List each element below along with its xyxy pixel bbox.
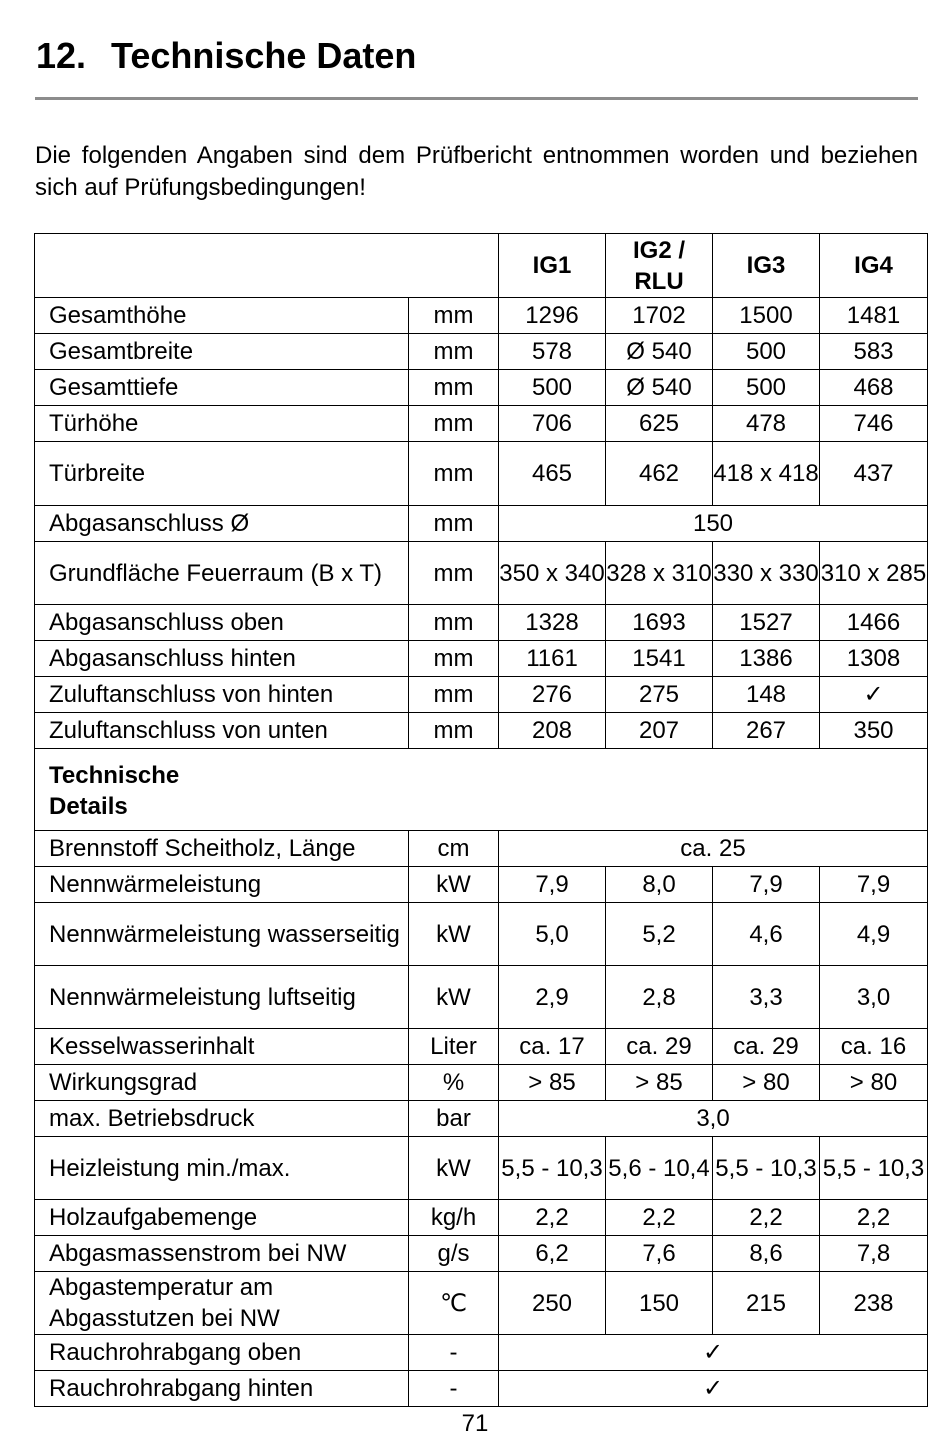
- row-label: Abgastemperatur am Abgasstutzen bei NW: [35, 1272, 409, 1335]
- value-cell: 208: [499, 713, 606, 749]
- value-cell: 1328: [499, 605, 606, 641]
- heading-rule: [35, 97, 918, 100]
- value-cell: ca. 17: [499, 1029, 606, 1065]
- value-cell: 7,9: [499, 867, 606, 903]
- table-row: [35, 1371, 928, 1407]
- value-cell: ca. 29: [606, 1029, 713, 1065]
- row-label: Türbreite: [35, 442, 409, 506]
- value-cell: 7,8: [820, 1236, 928, 1272]
- table-row: [35, 1029, 928, 1065]
- row-label: Gesamttiefe: [35, 370, 409, 406]
- value-cell: 7,9: [820, 867, 928, 903]
- row-label: max. Betriebsdruck: [35, 1101, 409, 1137]
- row-unit: mm: [409, 677, 499, 713]
- table-row: [35, 677, 928, 713]
- value-cell: 2,2: [606, 1200, 713, 1236]
- value-cell: 3,3: [713, 966, 820, 1029]
- value-cell: 7,9: [713, 867, 820, 903]
- table-row: [35, 966, 928, 1029]
- row-unit: kW: [409, 867, 499, 903]
- table-row: [35, 867, 928, 903]
- row-label: Gesamthöhe: [35, 298, 409, 334]
- value-cell: 5,0: [499, 903, 606, 966]
- row-unit: mm: [409, 406, 499, 442]
- row-unit: mm: [409, 506, 499, 542]
- table-row: [35, 903, 928, 966]
- row-label: Kesselwasserinhalt: [35, 1029, 409, 1065]
- row-label: Türhöhe: [35, 406, 409, 442]
- value-cell: 238: [820, 1272, 928, 1335]
- row-unit: mm: [409, 370, 499, 406]
- value-cell: 267: [713, 713, 820, 749]
- value-cell: 583: [820, 334, 928, 370]
- value-cell: 1466: [820, 605, 928, 641]
- row-label: Heizleistung min./max.: [35, 1137, 409, 1200]
- table-row: [35, 334, 928, 370]
- value-cell: 207: [606, 713, 713, 749]
- value-cell: 4,9: [820, 903, 928, 966]
- value-cell: 418 x 418: [713, 442, 820, 506]
- value-cell: 1527: [713, 605, 820, 641]
- value-cell: 8,0: [606, 867, 713, 903]
- value-cell: 746: [820, 406, 928, 442]
- value-cell: 1702: [606, 298, 713, 334]
- row-unit: kW: [409, 1137, 499, 1200]
- value-cell: Ø 540: [606, 334, 713, 370]
- value-cell: 350: [820, 713, 928, 749]
- value-cell: 5,5 - 10,3: [713, 1137, 820, 1200]
- table-row: [35, 1236, 928, 1272]
- row-unit: kW: [409, 966, 499, 1029]
- value-cell: 350 x 340: [499, 542, 606, 605]
- table-row: [35, 442, 928, 506]
- merged-value-cell: ca. 25: [499, 831, 928, 867]
- row-unit: %: [409, 1065, 499, 1101]
- table-row: [35, 1272, 928, 1335]
- row-label: Holzaufgabemenge: [35, 1200, 409, 1236]
- row-unit: mm: [409, 298, 499, 334]
- value-cell: 478: [713, 406, 820, 442]
- value-cell: 1296: [499, 298, 606, 334]
- table-row: [35, 713, 928, 749]
- row-unit: mm: [409, 542, 499, 605]
- table-row: [35, 298, 928, 334]
- section-header-text: Technische Details: [49, 761, 180, 820]
- value-cell: 437: [820, 442, 928, 506]
- table-row: [35, 406, 928, 442]
- row-unit: mm: [409, 442, 499, 506]
- value-cell: 1308: [820, 641, 928, 677]
- value-cell: 2,2: [820, 1200, 928, 1236]
- row-label: Nennwärmeleistung: [35, 867, 409, 903]
- value-cell: 5,5 - 10,3: [820, 1137, 928, 1200]
- value-cell: 1481: [820, 298, 928, 334]
- table-row: [35, 1200, 928, 1236]
- column-header: IG3: [713, 234, 820, 298]
- value-cell: 1500: [713, 298, 820, 334]
- value-cell: 310 x 285: [820, 542, 928, 605]
- row-label: Abgasanschluss hinten: [35, 641, 409, 677]
- value-cell: > 85: [606, 1065, 713, 1101]
- value-cell: Ø 540: [606, 370, 713, 406]
- value-cell: 150: [606, 1272, 713, 1335]
- value-cell: 215: [713, 1272, 820, 1335]
- row-unit: mm: [409, 334, 499, 370]
- row-label: Abgasanschluss oben: [35, 605, 409, 641]
- value-cell: 500: [713, 370, 820, 406]
- value-cell: 500: [499, 370, 606, 406]
- value-cell: 250: [499, 1272, 606, 1335]
- section-header-row: [35, 749, 928, 831]
- page-number: 71: [461, 1410, 489, 1437]
- section-title: Technische Daten: [111, 35, 417, 76]
- table-row: [35, 605, 928, 641]
- table-row: [35, 506, 928, 542]
- value-cell: 2,8: [606, 966, 713, 1029]
- value-cell: ✓: [820, 677, 928, 713]
- row-unit: cm: [409, 831, 499, 867]
- row-label: Nennwärmeleistung luftseitig: [35, 966, 409, 1029]
- value-cell: 462: [606, 442, 713, 506]
- row-label: Rauchrohrabgang hinten: [35, 1371, 409, 1407]
- row-label: Gesamtbreite: [35, 334, 409, 370]
- table-row: [35, 1065, 928, 1101]
- column-header: IG4: [820, 234, 928, 298]
- merged-value-cell: ✓: [499, 1371, 928, 1407]
- row-unit: kW: [409, 903, 499, 966]
- value-cell: 2,2: [713, 1200, 820, 1236]
- value-cell: 328 x 310: [606, 542, 713, 605]
- row-label: Abgasanschluss Ø: [35, 506, 409, 542]
- row-unit: kg/h: [409, 1200, 499, 1236]
- row-unit: mm: [409, 605, 499, 641]
- intro-text: Die folgenden Angaben sind dem Prüfbericht entnommen worden und beziehen sich auf Prüfungsbedingungen!: [35, 142, 918, 201]
- section-heading: [36, 32, 416, 80]
- row-unit: -: [409, 1335, 499, 1371]
- value-cell: 8,6: [713, 1236, 820, 1272]
- value-cell: 1541: [606, 641, 713, 677]
- column-header: IG2 / RLU: [606, 234, 713, 298]
- column-header: IG1: [499, 234, 606, 298]
- value-cell: 1161: [499, 641, 606, 677]
- table-header-row: [35, 234, 928, 298]
- row-unit: g/s: [409, 1236, 499, 1272]
- value-cell: 3,0: [820, 966, 928, 1029]
- table-row: [35, 1335, 928, 1371]
- merged-value-cell: ✓: [499, 1335, 928, 1371]
- value-cell: 5,2: [606, 903, 713, 966]
- table-row: [35, 1101, 928, 1137]
- merged-value-cell: 150: [499, 506, 928, 542]
- value-cell: 4,6: [713, 903, 820, 966]
- row-label: Brennstoff Scheitholz, Länge: [35, 831, 409, 867]
- value-cell: 7,6: [606, 1236, 713, 1272]
- row-unit: ℃: [409, 1272, 499, 1335]
- value-cell: 5,6 - 10,4: [606, 1137, 713, 1200]
- value-cell: 706: [499, 406, 606, 442]
- value-cell: > 85: [499, 1065, 606, 1101]
- value-cell: 1693: [606, 605, 713, 641]
- row-unit: mm: [409, 713, 499, 749]
- row-label: Abgasmassenstrom bei NW: [35, 1236, 409, 1272]
- row-unit: bar: [409, 1101, 499, 1137]
- row-label: Grundfläche Feuerraum (B x T): [35, 542, 409, 605]
- row-label: Wirkungsgrad: [35, 1065, 409, 1101]
- value-cell: 5,5 - 10,3: [499, 1137, 606, 1200]
- value-cell: 330 x 330: [713, 542, 820, 605]
- technical-data-table: [34, 233, 928, 1407]
- table-row: [35, 641, 928, 677]
- row-label: Zuluftanschluss von hinten: [35, 677, 409, 713]
- section-number: 12.: [36, 35, 87, 76]
- value-cell: > 80: [820, 1065, 928, 1101]
- value-cell: ca. 29: [713, 1029, 820, 1065]
- value-cell: 500: [713, 334, 820, 370]
- table-row: [35, 1137, 928, 1200]
- header-empty-cell: [35, 234, 499, 298]
- value-cell: > 80: [713, 1065, 820, 1101]
- value-cell: 465: [499, 442, 606, 506]
- table-row: [35, 542, 928, 605]
- row-unit: -: [409, 1371, 499, 1407]
- section-header-cell: [35, 749, 928, 831]
- value-cell: 625: [606, 406, 713, 442]
- value-cell: 6,2: [499, 1236, 606, 1272]
- value-cell: ca. 16: [820, 1029, 928, 1065]
- value-cell: 1386: [713, 641, 820, 677]
- value-cell: 148: [713, 677, 820, 713]
- value-cell: 276: [499, 677, 606, 713]
- value-cell: 2,2: [499, 1200, 606, 1236]
- row-label: Nennwärmeleistung wasserseitig: [35, 903, 409, 966]
- table-row: [35, 831, 928, 867]
- row-label: Rauchrohrabgang oben: [35, 1335, 409, 1371]
- row-unit: Liter: [409, 1029, 499, 1065]
- row-unit: mm: [409, 641, 499, 677]
- table-row: [35, 370, 928, 406]
- value-cell: 468: [820, 370, 928, 406]
- row-label: Zuluftanschluss von unten: [35, 713, 409, 749]
- value-cell: 2,9: [499, 966, 606, 1029]
- value-cell: 578: [499, 334, 606, 370]
- merged-value-cell: 3,0: [499, 1101, 928, 1137]
- value-cell: 275: [606, 677, 713, 713]
